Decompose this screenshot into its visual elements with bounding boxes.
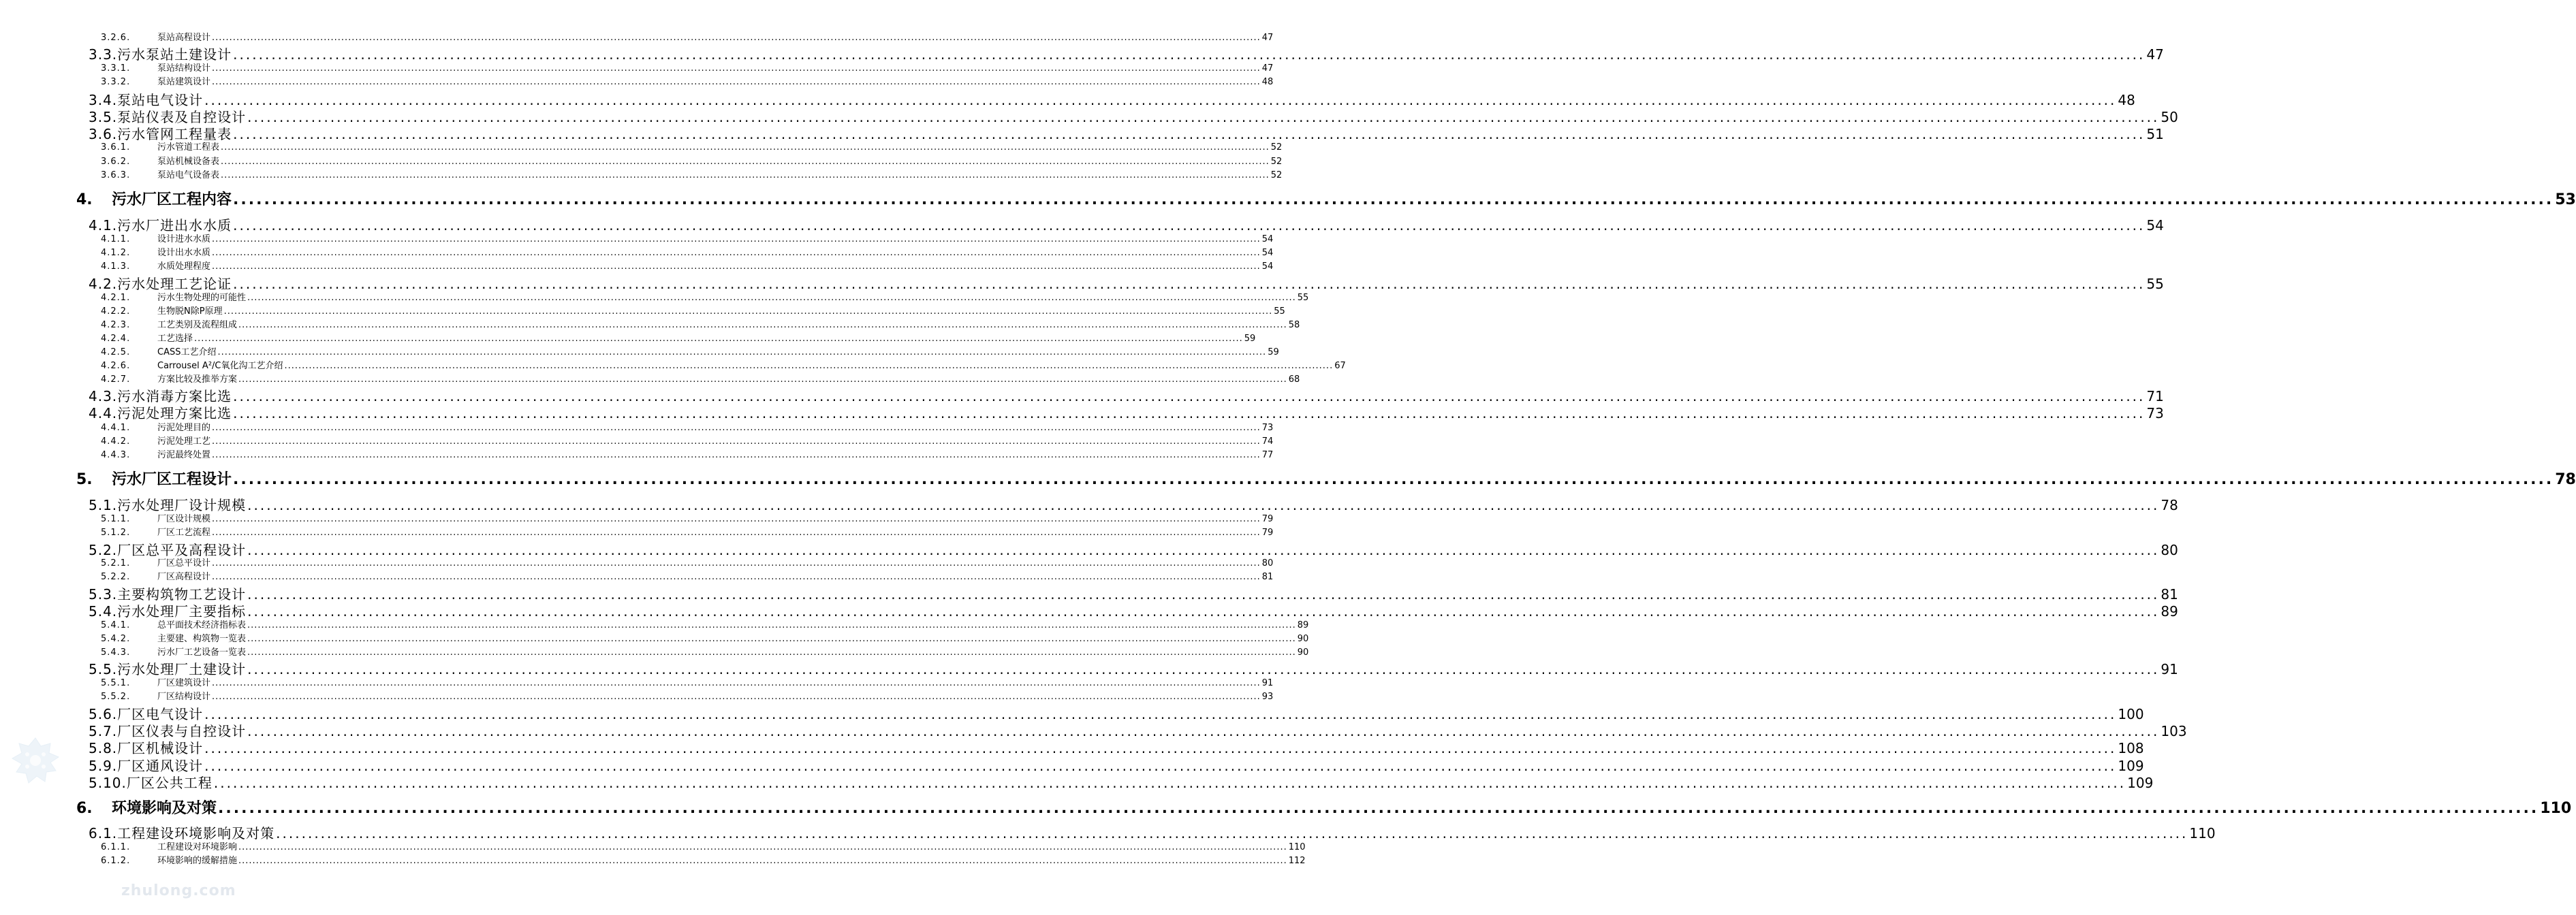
toc-entry-page-number: 80 xyxy=(1261,558,1274,568)
toc-entry-number: 3.5. xyxy=(89,109,118,125)
toc-leader-dots: ............................................................................................................................................................................................................................................................................................................ xyxy=(212,77,1261,87)
toc-leader-dots: ............................................................................................................................................................................................................................................................................................................ xyxy=(218,800,2539,817)
toc-entry-page-number: 90 xyxy=(1297,647,1309,658)
toc-leader-dots: ............................................................................................................................................................................................................................................................................................................ xyxy=(212,558,1261,568)
toc-entry-page-number: 67 xyxy=(1334,361,1346,371)
toc-leader-dots: ............................................................................................................................................................................................................................................................................................................ xyxy=(238,320,1287,330)
toc-entry-number: 3.6.2. xyxy=(101,157,131,167)
toc-entry-number: 5.8. xyxy=(89,740,118,756)
toc-leader-dots: ............................................................................................................................................................................................................................................................................................................ xyxy=(247,603,2160,620)
toc-entry[interactable] xyxy=(0,470,2576,490)
snowflake-logo-icon xyxy=(11,737,60,786)
toc-leader-dots: ............................................................................................................................................................................................................................................................................................................ xyxy=(212,450,1261,460)
toc-entry-title: 污水消毒方案比选 xyxy=(117,388,232,404)
toc-entry-page-number: 89 xyxy=(1297,620,1309,630)
toc-leader-dots: ............................................................................................................................................................................................................................................................................................................ xyxy=(247,661,2160,677)
toc-entry-number: 5.6. xyxy=(89,706,118,722)
toc-entry-title: 厂区工艺流程 xyxy=(157,528,211,538)
toc-entry-title: 泵站机械设备表 xyxy=(157,157,220,167)
toc-entry[interactable] xyxy=(0,190,2576,210)
toc-entry[interactable] xyxy=(0,359,1346,373)
toc-entry[interactable] xyxy=(0,571,1274,584)
toc-entry-title: 污泥处理目的 xyxy=(157,423,211,433)
toc-entry-number: 5.5. xyxy=(89,661,118,677)
toc-entry-page-number: 109 xyxy=(2118,758,2144,774)
toc-entry-title: 污水管道工程表 xyxy=(157,142,220,152)
toc-entry[interactable] xyxy=(0,319,1300,332)
toc-entry-title: 污水泵站土建设计 xyxy=(117,46,232,63)
toc-entry-title: 污泥处理工艺 xyxy=(157,436,211,447)
toc-entry-number: 5. xyxy=(76,471,93,488)
toc-leader-dots: ............................................................................................................................................................................................................................................................................................................ xyxy=(212,514,1261,524)
toc-entry-page-number: 54 xyxy=(1261,248,1274,258)
toc-entry-page-number: 91 xyxy=(2161,661,2178,677)
toc-entry-title: 设计进水水质 xyxy=(157,234,211,244)
toc-entry-page-number: 55 xyxy=(1297,293,1309,303)
toc-entry-title: CASS工艺介绍 xyxy=(157,347,217,357)
toc-entry-number: 4.2.1. xyxy=(101,293,131,303)
toc-entry-number: 4.4.2. xyxy=(101,436,131,447)
toc-leader-dots: ............................................................................................................................................................................................................................................................................................................ xyxy=(238,374,1287,385)
toc-leader-dots: ............................................................................................................................................................................................................................................................................................................ xyxy=(233,471,2554,488)
toc-entry-page-number: 48 xyxy=(2118,92,2135,108)
toc-leader-dots: ............................................................................................................................................................................................................................................................................................................ xyxy=(221,170,1270,180)
toc-entry-number: 4.2.7. xyxy=(101,374,131,385)
toc-entry-page-number: 103 xyxy=(2161,723,2187,739)
toc-entry-page-number: 110 xyxy=(2540,800,2572,817)
toc-entry-page-number: 79 xyxy=(1261,528,1274,538)
toc-leader-dots: ............................................................................................................................................................................................................................................................................................................ xyxy=(221,142,1270,152)
toc-entry-page-number: 73 xyxy=(1261,423,1274,433)
toc-leader-dots: ............................................................................................................................................................................................................................................................................................................ xyxy=(233,276,2146,292)
toc-entry-page-number: 59 xyxy=(1244,334,1256,344)
toc-entry-page-number: 71 xyxy=(2146,388,2164,404)
toc-entry-number: 3.6. xyxy=(89,126,118,142)
toc-leader-dots: ............................................................................................................................................................................................................................................................................................................ xyxy=(204,92,2117,108)
toc-entry-page-number: 47 xyxy=(1261,33,1274,43)
toc-entry-number: 3.3. xyxy=(89,46,118,63)
toc-entry-number: 5.5.1. xyxy=(101,678,131,688)
toc-leader-dots: ............................................................................................................................................................................................................................................................................................................ xyxy=(212,572,1261,582)
toc-entry-title: 污水厂进出水水质 xyxy=(117,217,232,234)
toc-entry-title: 生物脱N除P原理 xyxy=(157,306,223,317)
toc-entry-title: Carrousel A²/C氧化沟工艺介绍 xyxy=(157,361,283,371)
toc-entry-page-number: 79 xyxy=(1261,514,1274,524)
toc-entry-number: 6.1. xyxy=(89,825,118,841)
toc-entry-page-number: 50 xyxy=(2161,109,2178,125)
toc-leader-dots: ............................................................................................................................................................................................................................................................................................................ xyxy=(233,405,2146,421)
toc-entry-title: 工程建设环境影响及对策 xyxy=(117,825,275,841)
toc-entry[interactable] xyxy=(0,260,1274,274)
toc-entry-page-number: 78 xyxy=(2555,471,2576,488)
toc-entry-number: 5.4.3. xyxy=(101,647,131,658)
toc-entry-title: 设计出水水质 xyxy=(157,248,211,258)
toc-entry[interactable] xyxy=(0,526,1274,540)
toc-entry-number: 5.10. xyxy=(89,775,127,791)
toc-entry-page-number: 80 xyxy=(2161,542,2178,558)
toc-entry[interactable] xyxy=(0,216,2164,234)
toc-entry-page-number: 109 xyxy=(2127,775,2154,791)
toc-entry-title: 总平面技术经济指标表 xyxy=(157,620,247,630)
toc-entry-page-number: 52 xyxy=(1270,157,1283,167)
toc-leader-dots: ............................................................................................................................................................................................................................................................................................................ xyxy=(247,109,2160,125)
toc-entry-number: 3.3.1. xyxy=(101,63,131,74)
toc-entry-page-number: 53 xyxy=(2555,191,2576,208)
toc-entry-title: 厂区高程设计 xyxy=(157,572,211,582)
toc-leader-dots: ............................................................................................................................................................................................................................................................................................................ xyxy=(212,234,1261,244)
toc-entry-number: 3.3.2. xyxy=(101,77,131,87)
toc-entry[interactable] xyxy=(0,677,1274,690)
toc-entry-title: 污水处理工艺论证 xyxy=(117,276,232,292)
toc-entry-number: 5.2.2. xyxy=(101,572,131,582)
toc-entry-number: 3.4. xyxy=(89,92,118,108)
toc-entry-number: 4.1.2. xyxy=(101,248,131,258)
toc-entry-page-number: 78 xyxy=(2161,497,2178,513)
toc-entry-number: 5.2.1. xyxy=(101,558,131,568)
toc-entry-page-number: 54 xyxy=(1261,261,1274,272)
toc-entry-title: 污水生物处理的可能性 xyxy=(157,293,247,303)
toc-entry[interactable] xyxy=(0,387,2164,405)
toc-entry-title: 厂区总平设计 xyxy=(157,558,211,568)
toc-entry-title: 厂区仪表与自控设计 xyxy=(117,723,247,739)
toc-entry-page-number: 52 xyxy=(1270,170,1283,180)
toc-entry-title: 污水处理厂土建设计 xyxy=(117,661,247,677)
toc-leader-dots: ............................................................................................................................................................................................................................................................................................................ xyxy=(238,856,1287,866)
toc-leader-dots: ............................................................................................................................................................................................................................................................................................................ xyxy=(204,758,2117,774)
toc-entry-number: 5.4. xyxy=(89,603,118,620)
toc-entry-number: 4.4. xyxy=(89,405,118,421)
toc-entry-title: 污水厂区工程设计 xyxy=(112,471,232,488)
toc-entry[interactable] xyxy=(0,660,2178,678)
toc-entry[interactable] xyxy=(0,739,2144,757)
toc-entry-page-number: 47 xyxy=(1261,63,1274,74)
toc-entry[interactable] xyxy=(0,108,2178,126)
toc-leader-dots: ............................................................................................................................................................................................................................................................................................................ xyxy=(194,334,1243,344)
toc-entry-number: 3.2.6. xyxy=(101,33,131,43)
toc-entry-page-number: 110 xyxy=(1288,842,1306,852)
toc-leader-dots: ............................................................................................................................................................................................................................................................................................................ xyxy=(212,436,1261,447)
toc-leader-dots: ............................................................................................................................................................................................................................................................................................................ xyxy=(247,542,2160,558)
toc-entry-title: 工艺选择 xyxy=(157,334,193,344)
toc-entry[interactable] xyxy=(0,421,1274,435)
toc-leader-dots: ............................................................................................................................................................................................................................................................................................................ xyxy=(233,191,2554,208)
toc-entry[interactable] xyxy=(0,155,1283,169)
toc-entry[interactable] xyxy=(0,646,1309,660)
toc-entry-number: 5.4.1. xyxy=(101,620,131,630)
toc-entry[interactable] xyxy=(0,619,1309,632)
toc-entry-page-number: 110 xyxy=(2189,825,2216,841)
toc-entry[interactable] xyxy=(0,91,2135,109)
toc-entry-title: 污水厂区工程内容 xyxy=(112,191,232,208)
toc-entry[interactable] xyxy=(0,557,1274,571)
toc-entry-number: 5.3. xyxy=(89,586,118,603)
toc-entry-number: 3.6.3. xyxy=(101,170,131,180)
toc-entry[interactable] xyxy=(0,841,1306,854)
toc-leader-dots: ............................................................................................................................................................................................................................................................................................................ xyxy=(212,261,1261,272)
toc-entry[interactable] xyxy=(0,632,1309,646)
toc-leader-dots: ............................................................................................................................................................................................................................................................................................................ xyxy=(247,293,1296,303)
toc-entry[interactable] xyxy=(0,233,1274,246)
toc-leader-dots: ............................................................................................................................................................................................................................................................................................................ xyxy=(212,528,1261,538)
toc-entry-number: 4.1. xyxy=(89,217,118,234)
toc-leader-dots: ............................................................................................................................................................................................................................................................................................................ xyxy=(247,620,1296,630)
toc-entry-title: 方案比较及推举方案 xyxy=(157,374,238,385)
toc-leader-dots: ............................................................................................................................................................................................................................................................................................................ xyxy=(213,775,2126,791)
toc-entry-number: 4.2.5. xyxy=(101,347,131,357)
toc-leader-dots: ............................................................................................................................................................................................................................................................................................................ xyxy=(212,33,1261,43)
toc-entry[interactable] xyxy=(0,774,2154,792)
toc-entry[interactable] xyxy=(0,705,2144,723)
toc-entry-number: 5.1. xyxy=(89,497,118,513)
toc-entry-number: 4.2.3. xyxy=(101,320,131,330)
toc-entry-title: 环境影响的缓解措施 xyxy=(157,856,238,866)
toc-entry-number: 5.9. xyxy=(89,758,118,774)
toc-entry[interactable] xyxy=(0,46,2164,63)
toc-entry-title: 厂区设计规模 xyxy=(157,514,211,524)
toc-entry[interactable] xyxy=(0,854,1306,868)
toc-entry[interactable] xyxy=(0,496,2178,514)
toc-leader-dots: ............................................................................................................................................................................................................................................................................................................ xyxy=(233,217,2146,234)
toc-entry-number: 4.1.3. xyxy=(101,261,131,272)
toc-entry-number: 5.1.1. xyxy=(101,514,131,524)
toc-entry-title: 泵站建筑设计 xyxy=(157,77,211,87)
toc-leader-dots: ............................................................................................................................................................................................................................................................................................................ xyxy=(247,647,1296,658)
toc-entry-title: 厂区结构设计 xyxy=(157,692,211,702)
toc-entry-number: 4.2.2. xyxy=(101,306,131,317)
toc-entry-page-number: 54 xyxy=(2146,217,2164,234)
toc-entry-page-number: 58 xyxy=(1288,320,1300,330)
toc-entry-page-number: 73 xyxy=(2146,405,2164,421)
toc-entry-number: 4.4.1. xyxy=(101,423,131,433)
toc-entry-number: 4.2. xyxy=(89,276,118,292)
toc-entry-page-number: 54 xyxy=(1261,234,1274,244)
toc-entry[interactable] xyxy=(0,169,1283,182)
toc-entry[interactable] xyxy=(0,62,1274,76)
toc-entry-title: 厂区机械设计 xyxy=(117,740,204,756)
toc-entry-page-number: 59 xyxy=(1268,347,1279,357)
toc-entry[interactable] xyxy=(0,31,1274,45)
toc-leader-dots: ............................................................................................................................................................................................................................................................................................................ xyxy=(247,723,2160,739)
toc-entry[interactable] xyxy=(0,332,1256,346)
toc-entry[interactable] xyxy=(0,799,2572,819)
toc-entry-title: 环境影响及对策 xyxy=(112,800,217,817)
toc-entry-title: 污水处理厂主要指标 xyxy=(117,603,247,620)
toc-entry[interactable] xyxy=(0,346,1279,359)
toc-entry-page-number: 48 xyxy=(1261,77,1274,87)
toc-entry[interactable] xyxy=(0,141,1283,155)
toc-entry[interactable] xyxy=(0,449,1274,462)
toc-entry-title: 泵站电气设备表 xyxy=(157,170,220,180)
toc-leader-dots: ............................................................................................................................................................................................................................................................................................................ xyxy=(221,157,1270,167)
toc-entry-page-number: 91 xyxy=(1261,678,1274,688)
toc-entry-title: 污水处理厂设计规模 xyxy=(117,497,247,513)
toc-entry-title: 泵站仪表及自控设计 xyxy=(117,109,247,125)
toc-leader-dots: ............................................................................................................................................................................................................................................................................................................ xyxy=(233,46,2146,63)
toc-leader-dots: ............................................................................................................................................................................................................................................................................................................ xyxy=(217,347,1267,357)
toc-entry-title: 污水管网工程量表 xyxy=(117,126,232,142)
toc-entry[interactable] xyxy=(0,275,2164,293)
toc-entry-title: 污泥处理方案比选 xyxy=(117,405,232,421)
toc-entry-title: 泵站电气设计 xyxy=(117,92,204,108)
toc-leader-dots: ............................................................................................................................................................................................................................................................................................................ xyxy=(276,825,2188,841)
toc-entry[interactable] xyxy=(0,373,1300,387)
toc-entry[interactable] xyxy=(0,603,2178,620)
toc-leader-dots: ............................................................................................................................................................................................................................................................................................................ xyxy=(247,634,1296,644)
toc-leader-dots: ............................................................................................................................................................................................................................................................................................................ xyxy=(247,586,2160,603)
toc-entry-page-number: 55 xyxy=(1274,306,1285,317)
toc-entry[interactable] xyxy=(0,722,2187,740)
toc-entry-page-number: 52 xyxy=(1270,142,1283,152)
toc-entry-number: 4.4.3. xyxy=(101,450,131,460)
toc-entry-number: 4.2.6. xyxy=(101,361,131,371)
toc-entry[interactable] xyxy=(0,404,2164,422)
watermark-text: zhulong.com xyxy=(121,882,236,899)
toc-entry[interactable] xyxy=(0,513,1274,526)
toc-entry-page-number: 51 xyxy=(2146,126,2164,142)
toc-leader-dots: ............................................................................................................................................................................................................................................................................................................ xyxy=(204,740,2117,756)
toc-entry-number: 6.1.2. xyxy=(101,856,131,866)
toc-entry-page-number: 74 xyxy=(1261,436,1274,447)
toc-entry-title: 主要构筑物工艺设计 xyxy=(117,586,247,603)
toc-entry-number: 5.2. xyxy=(89,542,118,558)
toc-leader-dots: ............................................................................................................................................................................................................................................................................................................ xyxy=(212,423,1261,433)
toc-entry-title: 水质处理程度 xyxy=(157,261,211,272)
toc-leader-dots: ............................................................................................................................................................................................................................................................................................................ xyxy=(212,692,1261,702)
toc-entry-title: 厂区建筑设计 xyxy=(157,678,211,688)
toc-leader-dots: ............................................................................................................................................................................................................................................................................................................ xyxy=(204,706,2117,722)
toc-entry[interactable] xyxy=(0,824,2216,842)
toc-entry[interactable] xyxy=(0,585,2178,603)
toc-entry-page-number: 90 xyxy=(1297,634,1309,644)
toc-leader-dots: ............................................................................................................................................................................................................................................................................................................ xyxy=(233,126,2146,142)
toc-entry-number: 3.6.1. xyxy=(101,142,131,152)
toc-entry-number: 5.4.2. xyxy=(101,634,131,644)
toc-entry-title: 厂区公共工程 xyxy=(126,775,213,791)
toc-entry-title: 厂区电气设计 xyxy=(117,706,204,722)
toc-entry-title: 工艺类别及流程组成 xyxy=(157,320,238,330)
toc-entry-page-number: 89 xyxy=(2161,603,2178,620)
toc-entry[interactable] xyxy=(0,690,1274,704)
toc-entry-number: 4. xyxy=(76,191,93,208)
toc-entry-page-number: 47 xyxy=(2146,46,2164,63)
toc-leader-dots: ............................................................................................................................................................................................................................................................................................................ xyxy=(233,388,2146,404)
toc-entry-title: 工程建设对环境影响 xyxy=(157,842,238,852)
toc-leader-dots: ............................................................................................................................................................................................................................................................................................................ xyxy=(247,497,2160,513)
toc-leader-dots: ............................................................................................................................................................................................................................................................................................................ xyxy=(212,63,1261,74)
toc-entry-number: 4.2.4. xyxy=(101,334,131,344)
toc-entry-page-number: 112 xyxy=(1288,856,1306,866)
toc-entry-number: 5.1.2. xyxy=(101,528,131,538)
toc-entry-title: 厂区通风设计 xyxy=(117,758,204,774)
toc-entry-page-number: 81 xyxy=(2161,586,2178,603)
toc-leader-dots: ............................................................................................................................................................................................................................................................................................................ xyxy=(238,842,1287,852)
toc-entry-page-number: 100 xyxy=(2118,706,2144,722)
toc-entry[interactable] xyxy=(0,305,1285,319)
toc-leader-dots: ............................................................................................................................................................................................................................................................................................................ xyxy=(212,678,1261,688)
toc-entry-page-number: 93 xyxy=(1261,692,1274,702)
toc-entry-title: 主要建、构筑物一览表 xyxy=(157,634,247,644)
toc-entry[interactable] xyxy=(0,291,1309,305)
toc-entry-title: 污水厂工艺设备一览表 xyxy=(157,647,247,658)
toc-entry[interactable] xyxy=(0,246,1274,260)
toc-leader-dots: ............................................................................................................................................................................................................................................................................................................ xyxy=(284,361,1334,371)
toc-leader-dots: ............................................................................................................................................................................................................................................................................................................ xyxy=(212,248,1261,258)
toc-leader-dots: ............................................................................................................................................................................................................................................................................................................ xyxy=(223,306,1273,317)
toc-entry-number: 5.5.2. xyxy=(101,692,131,702)
toc-entry[interactable] xyxy=(0,76,1274,89)
toc-entry-title: 泵站高程设计 xyxy=(157,33,211,43)
toc-entry[interactable] xyxy=(0,435,1274,449)
toc-entry-page-number: 55 xyxy=(2146,276,2164,292)
toc-entry[interactable] xyxy=(0,757,2144,775)
toc-entry-page-number: 81 xyxy=(1261,572,1274,582)
toc-entry-title: 污泥最终处置 xyxy=(157,450,211,460)
toc-entry-page-number: 68 xyxy=(1288,374,1300,385)
toc-entry-number: 6.1.1. xyxy=(101,842,131,852)
toc-entry-number: 4.3. xyxy=(89,388,118,404)
toc-entry-number: 5.7. xyxy=(89,723,118,739)
toc-entry-number: 6. xyxy=(76,800,93,817)
toc-entry-number: 4.1.1. xyxy=(101,234,131,244)
toc-entry-page-number: 108 xyxy=(2118,740,2144,756)
toc-entry-title: 厂区总平及高程设计 xyxy=(117,542,247,558)
toc-entry-page-number: 77 xyxy=(1261,450,1274,460)
toc-entry-title: 泵站结构设计 xyxy=(157,63,211,74)
